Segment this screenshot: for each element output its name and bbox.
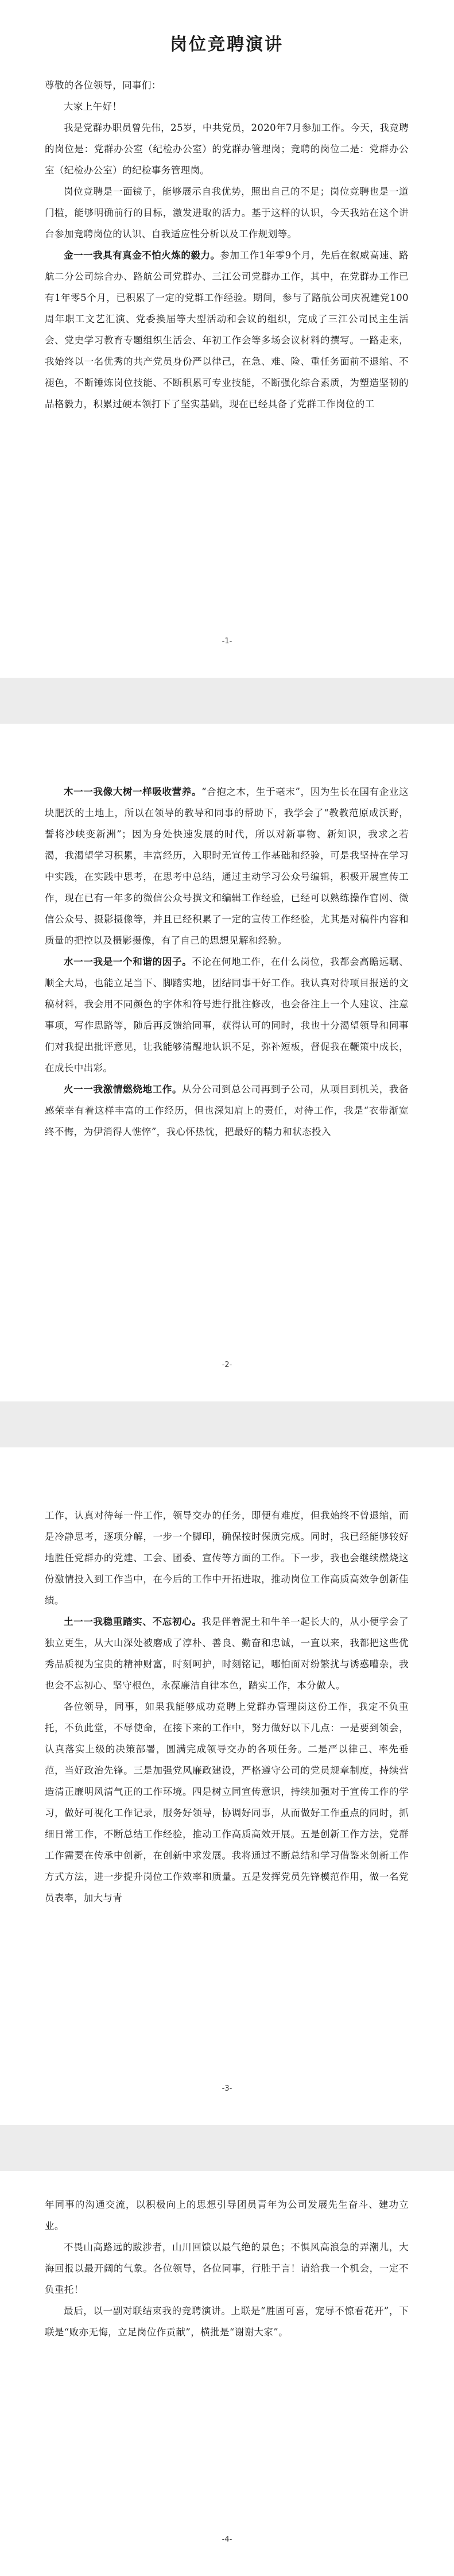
page-number: -1- — [222, 637, 232, 646]
section-gold — [45, 245, 409, 415]
section-earth — [45, 1611, 409, 1696]
intro-paragraph — [45, 117, 409, 181]
paragraph-text: 工作，认真对待每一件工作，领导交办的任务，即便有难度，但我始终不曾退缩，而是冷静思考，逐项分解，一步一个脚印，确保按时保质完成。同时，我已经能够较好地胜任党群办的党建、工会、团委、宣传等方面的工作。下一步，我也会继续燃烧这份激情投入到工作当中，在今后的工作中开拓进取，推动岗位工作高质高效争创新佳绩。 — [45, 1510, 409, 1606]
paragraph-text: 不畏山高路远的跋涉者，山川回馈以最气绝的景色；不惧风高浪急的弄潮儿，大海回报以最开阔的气象。各位领导，各位同事，行胜于言！请给我一个机会，一定不负重托！ — [45, 2242, 409, 2295]
section-heading: 土一一我稳重踏实、不忘初心。 — [64, 1616, 202, 1627]
page-number: -3- — [222, 2084, 232, 2093]
section-wood — [45, 781, 409, 951]
paragraph-text: 岗位竞聘是一面镜子，能够展示自我优势，照出自己的不足；岗位竞聘也是一道门槛，能够明确前行的目标，激发进取的活力。基于这样的认识，今天我站在这个讲台参加竞聘岗位的认识、自我适应性分析以及工作规划等。 — [45, 186, 409, 240]
couplet-paragraph — [45, 2300, 409, 2343]
plan-paragraph — [45, 1696, 409, 1909]
page-2-content — [45, 781, 409, 1142]
paragraph-text: 各位领导，同事，如果我能够成功竞聘上党群办管理岗这份工作，我定不负重托，不负此堂，不辱使命，在接下来的工作中，努力做好以下几点：一是要到领会，认真落实上级的决策部署，圆满完成领导交办的各项任务。二是严以律己、率先垂范，当好政治先锋。三是加强党风廉政建设，严格遵守公司的党员规章制度，持续营造清正廉明风清气正的工作环境。四是树立同宣传意识，持续加强对于宣传工作的学习，做好可视化工作记录，服务好领导，协调好同事，从而做好工作重点的同时，抓细日常工作，不断总结工作经验，推动工作高质高效开展。五是创新工作方法，党群工作需要在传承中创新，在创新中求发展。我将通过不断总结和学习借鉴来创新工作方式方法，进一步提升岗位工作效率和质量。五是发挥党员先锋模范作用，做一名党员表率，加大与青 — [45, 1701, 409, 1903]
closing-paragraph — [45, 2237, 409, 2300]
page-number: -2- — [222, 1361, 232, 1369]
section-heading: 木一一我像大树一样吸收营养。 — [64, 786, 202, 797]
page-number: -4- — [222, 2535, 232, 2544]
body-paragraph — [45, 181, 409, 245]
section-heading: 金一一我具有真金不怕火炼的毅力。 — [64, 250, 220, 261]
section-fire — [45, 1079, 409, 1142]
paragraph-text: “合抱之木，生于毫末”，因为生长在国有企业这块肥沃的土地上，所以在领导的教导和同事的帮助下，我学会了“教教范原成沃野，誓将沙峡变新洲”；因为身处快速发展的时代，所以对新事物、新知识，我求之若渴，我渴望学习积累，丰富经历，入职时无宣传工作基础和经验，可是我坚持在学习中实践，在实践中思考，在思考中总结，通过主动学习公众号编辑，积极开展宣传工作，现在已有一年多的微信公众号撰文和编辑工作经验，已经可以熟练操作官网、微信公众号、摄影摄像等，并且已经积累了一定的宣传工作经验，尤其是对稿件内容和质量的把控以及摄影摄像，有了自己的思想见解和经验。 — [45, 786, 409, 946]
page-4-content — [45, 2194, 409, 2343]
paragraph-text: 我是党群办职员曾先伟，25岁，中共党员，2020年7月参加工作。今天，我竞聘的岗位是：党群办公室（纪检办公室）的党群办管理岗；竞聘的岗位二是：党群办公室（纪检办公室）的纪检事务管理岗。 — [45, 122, 409, 176]
paragraph-text: 年同事的沟通交流，以积极向上的思想引导团员青年为公司发展先生奋斗、建功立业。 — [45, 2199, 409, 2231]
paragraph-text: 最后，以一副对联结束我的竞聘演讲。上联是“胜固可喜，宠辱不惊看花开”，下联是“败亦无悔，立足岗位作贡献”，横批是“谢谢大家”。 — [45, 2305, 409, 2338]
page-3 — [0, 1447, 454, 2125]
greeting — [45, 96, 409, 117]
page-4 — [0, 2171, 454, 2576]
paragraph-text: 不论在何地工作，在什么岗位，我都会高瞻远瞩、顺全大局，也能立足当下、脚踏实地，团结同事干好工作。我认真对待项目报送的文稿材料，我会用不同颜色的字体和符号进行批注修改，也会备注上一个人建议、注意事项，写作思路等，随后再反馈给同事，获得认可的同时，我也十分渴望领导和同事们对我提出批评意见，让我能够清醒地认识不足，弥补短板，督促我在鞭策中成长，在成长中出彩。 — [45, 956, 409, 1073]
page-2 — [0, 724, 454, 1401]
page-1 — [0, 0, 454, 678]
section-water — [45, 951, 409, 1079]
paragraph-text: 大家上午好！ — [64, 101, 122, 112]
paragraph-text: 我是伴着泥土和牛羊一起长大的，从小便学会了独立更生，从大山深处被磨成了淳朴、善良、勤奋和忠诚，一直以来，我都把这些优秀品质视为宝贵的精神财富，时刻呵护，时刻铭记，哪怕面对纷繁扰与诱惑嘈杂，我也会不忘初心、坚守根色，永葆廉洁自律本色，踏实工作，本分做人。 — [45, 1616, 409, 1691]
paragraph-text: 尊敬的各位领导，同事们： — [45, 80, 161, 91]
section-heading: 水一一我是一个和谐的因子。 — [64, 956, 192, 967]
continued-paragraph — [45, 2194, 409, 2237]
salutation — [45, 75, 409, 96]
document-title: 岗位竞聘演讲 — [170, 34, 284, 55]
paragraph-text: 从分公司到总公司再到子公司，从项目到机关，我备感荣幸有着这样丰富的工作经历，但也深知肩上的责任，对待工作，我是“衣带渐宽终不悔，为伊消得人憔悴”，我心怀热忱，把最好的精力和状态投入 — [45, 1084, 409, 1137]
section-heading: 火一一我激情燃烧地工作。 — [64, 1084, 183, 1095]
paragraph-text: 参加工作1年零9个月，先后在叙威高速、路航二分公司综合办、路航公司党群办、三江公司党群办工作，其中，在党群办工作已有1年零5个月，已积累了一定的党群工作经验。期间，参与了路航公司庆祝建党100周年职工文艺汇演、党委换届等大型活动和会议的组织，完成了三江公司民主生活会、党史学习教育专题组织生活会、年初工作会等多场会议材料的撰写。一路走来，我始终以一名优秀的共产党员身份严以律己，在急、难、险、重任务面前不退缩、不褪色，不断锤炼岗位技能、不断积累可专业技能，不断强化综合素质，为塑造坚韧的品格毅力，积累过硬本领打下了坚实基础，现在已经具备了党群工作岗位的工 — [45, 250, 409, 410]
continued-paragraph — [45, 1505, 409, 1611]
page-1-content — [45, 34, 409, 415]
page-3-content — [45, 1505, 409, 1909]
